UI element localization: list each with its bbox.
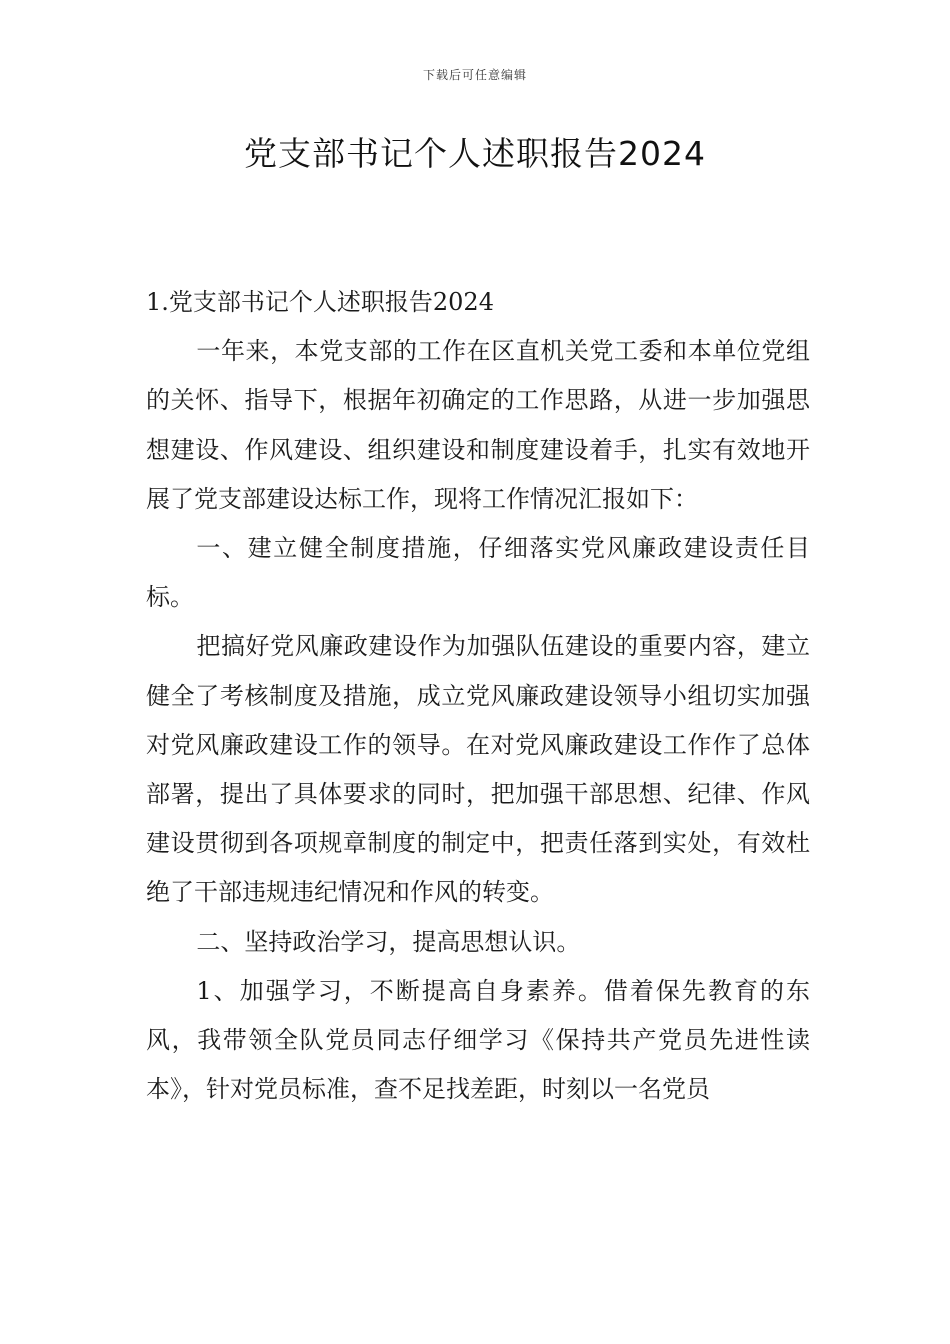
header-note: 下载后可任意编辑 [422,68,527,82]
section-heading: 二、坚持政治学习，提高思想认识。 [196,927,581,956]
body-paragraph: 一年来，本党支部的工作在区直机关党工委和本单位党组的关怀、指导下，根据年初确定的工作思路，从进一步加强思想建设、作风建设、组织建设和制度建设着手，扎实有效地开展了党支部建设达标工作，现将工作情况汇报如下： [146,337,810,513]
section-heading: 一、建立健全制度措施，仔细落实党风廉政建设责任目标。 [146,534,810,612]
body-paragraph: 把搞好党风廉政建设作为加强队伍建设的重要内容，建立健全了考核制度及措施，成立党风廉政建设领导小组切实加强对党风廉政建设工作的领导。在对党风廉政建设工作作了总体部署，提出了具体要求的同时，把加强干部思想、纪律、作风建设贯彻到各项规章制度的制定中，把责任落到实处，有效杜绝了干部违规违纪情况和作风的转变。 [146,632,810,907]
body-paragraph: 1、加强学习，不断提高自身素养。借着保先教育的东风，我带领全队党员同志仔细学习《保持共产党员先进性读本》，针对党员标准，查不足找差距，时刻以一名党员 [146,976,810,1104]
document-body [146,278,810,1114]
section-heading: 1.党支部书记个人述职报告2024 [146,288,494,316]
document-title: 党支部书记个人述职报告2024 [244,134,706,173]
